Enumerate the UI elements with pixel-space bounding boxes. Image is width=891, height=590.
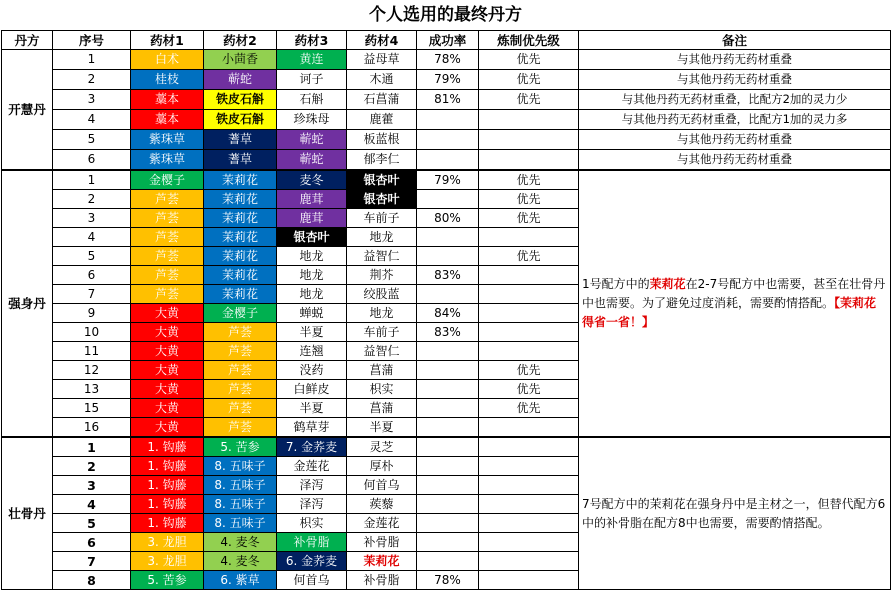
seq-cell: 7	[53, 285, 131, 304]
herb-3-cell: 蕲蛇	[277, 130, 347, 150]
herb-3-cell: 6. 金荞麦	[277, 552, 347, 571]
herb-3-cell: 补骨脂	[277, 533, 347, 552]
priority-cell: 优先	[479, 170, 579, 190]
priority-cell	[479, 457, 579, 476]
herb-4-cell: 金莲花	[347, 514, 417, 533]
seq-cell: 4	[53, 110, 131, 130]
header-cell: 炼制优先级	[479, 31, 579, 50]
herb-4-cell: 补骨脂	[347, 571, 417, 590]
note-warning: 【茉莉花得省一省！】	[582, 296, 877, 329]
group-note-cell	[579, 170, 891, 437]
herb-4-cell: 车前子	[347, 323, 417, 342]
header-cell: 成功率	[417, 31, 479, 50]
herb-1-cell: 大黄	[131, 304, 204, 323]
priority-cell: 优先	[479, 247, 579, 266]
priority-cell	[479, 150, 579, 171]
note-cell: 与其他丹药无药材重叠，比配方1加的灵力多	[579, 110, 891, 130]
recipe-name: 开慧丹	[2, 50, 53, 171]
success-rate-cell: 83%	[417, 323, 479, 342]
note-cell: 与其他丹药无药材重叠	[579, 50, 891, 70]
success-rate-cell: 84%	[417, 304, 479, 323]
priority-cell: 优先	[479, 70, 579, 90]
priority-cell	[479, 533, 579, 552]
priority-cell	[479, 495, 579, 514]
priority-cell: 优先	[479, 50, 579, 70]
herb-3-cell: 银杏叶	[277, 228, 347, 247]
herb-4-cell: 厚朴	[347, 457, 417, 476]
recipe-name: 强身丹	[2, 170, 53, 437]
seq-cell: 16	[53, 418, 131, 438]
herb-1-cell: 藁本	[131, 110, 204, 130]
herb-4-cell: 灵芝	[347, 437, 417, 457]
success-rate-cell: 79%	[417, 70, 479, 90]
header-cell: 丹方	[2, 31, 53, 50]
herb-3-cell: 地龙	[277, 247, 347, 266]
herb-2-cell: 金樱子	[204, 304, 277, 323]
herb-3-cell: 没药	[277, 361, 347, 380]
herb-4-cell: 菖蒲	[347, 399, 417, 418]
priority-cell	[479, 304, 579, 323]
herb-1-cell: 芦荟	[131, 209, 204, 228]
header-row	[2, 31, 891, 50]
header-cell: 药材1	[131, 31, 204, 50]
herb-4-cell: 益母草	[347, 50, 417, 70]
herb-3-cell: 泽泻	[277, 476, 347, 495]
herb-1-cell: 芦荟	[131, 266, 204, 285]
success-rate-cell	[417, 533, 479, 552]
priority-cell	[479, 514, 579, 533]
herb-2-cell: 芦荟	[204, 323, 277, 342]
herb-1-cell: 大黄	[131, 380, 204, 399]
seq-cell: 3	[53, 90, 131, 110]
herb-3-cell: 半夏	[277, 399, 347, 418]
note-cell: 与其他丹药无药材重叠	[579, 130, 891, 150]
herb-3-cell: 枳实	[277, 514, 347, 533]
herb-4-cell: 补骨脂	[347, 533, 417, 552]
success-rate-cell	[417, 110, 479, 130]
herb-3-cell: 泽泻	[277, 495, 347, 514]
table-row	[2, 170, 891, 190]
herb-3-cell: 地龙	[277, 285, 347, 304]
herb-1-cell: 芦荟	[131, 190, 204, 209]
herb-2-cell: 茉莉花	[204, 266, 277, 285]
herb-1-cell: 芦荟	[131, 247, 204, 266]
success-rate-cell	[417, 130, 479, 150]
success-rate-cell: 78%	[417, 571, 479, 590]
seq-cell: 1	[53, 437, 131, 457]
herb-4-cell: 银杏叶	[347, 170, 417, 190]
header-cell: 药材3	[277, 31, 347, 50]
herb-1-cell: 5. 苦参	[131, 571, 204, 590]
herb-3-cell: 白鲜皮	[277, 380, 347, 399]
seq-cell: 13	[53, 380, 131, 399]
seq-cell: 7	[53, 552, 131, 571]
herb-4-cell: 鹿藿	[347, 110, 417, 130]
herb-1-cell: 1. 钩藤	[131, 457, 204, 476]
herb-1-cell: 白术	[131, 50, 204, 70]
herb-4-cell: 石菖蒲	[347, 90, 417, 110]
herb-4-cell: 地龙	[347, 228, 417, 247]
herb-1-cell: 1. 钩藤	[131, 437, 204, 457]
herb-1-cell: 芦荟	[131, 285, 204, 304]
herb-3-cell: 地龙	[277, 266, 347, 285]
note-cell: 与其他丹药无药材重叠，比配方2加的灵力少	[579, 90, 891, 110]
success-rate-cell	[417, 228, 479, 247]
herb-1-cell: 大黄	[131, 361, 204, 380]
herb-2-cell: 芦荟	[204, 399, 277, 418]
herb-2-cell: 4. 麦冬	[204, 552, 277, 571]
herb-1-cell: 3. 龙胆	[131, 533, 204, 552]
herb-3-cell: 鹤草芽	[277, 418, 347, 438]
herb-4-cell: 荆芥	[347, 266, 417, 285]
success-rate-cell	[417, 361, 479, 380]
priority-cell	[479, 552, 579, 571]
success-rate-cell: 83%	[417, 266, 479, 285]
priority-cell	[479, 437, 579, 457]
note-text: 7号配方中的茉莉花在强身丹中是主材之一，但替代配方6中的补骨脂在配方8中也需要，需要酌情搭配。	[582, 496, 886, 530]
table-row	[2, 50, 891, 70]
success-rate-cell	[417, 190, 479, 209]
herb-2-cell: 芦荟	[204, 418, 277, 438]
note-highlight: 茉莉花	[649, 277, 686, 291]
success-rate-cell	[417, 380, 479, 399]
herb-4-cell: 何首乌	[347, 476, 417, 495]
herb-2-cell: 茉莉花	[204, 247, 277, 266]
seq-cell: 2	[53, 457, 131, 476]
herb-3-cell: 石斛	[277, 90, 347, 110]
herb-2-cell: 8. 五味子	[204, 457, 277, 476]
herb-1-cell: 紫珠草	[131, 150, 204, 171]
success-rate-cell	[417, 285, 479, 304]
herb-1-cell: 芦荟	[131, 228, 204, 247]
herb-2-cell: 芦荟	[204, 342, 277, 361]
herb-3-cell: 鹿茸	[277, 209, 347, 228]
priority-cell: 优先	[479, 380, 579, 399]
herb-3-cell: 何首乌	[277, 571, 347, 590]
herb-3-cell: 珍珠母	[277, 110, 347, 130]
priority-cell	[479, 266, 579, 285]
seq-cell: 3	[53, 476, 131, 495]
seq-cell: 6	[53, 266, 131, 285]
herb-1-cell: 藁本	[131, 90, 204, 110]
recipe-table	[1, 30, 891, 590]
priority-cell: 优先	[479, 190, 579, 209]
seq-cell: 5	[53, 130, 131, 150]
priority-cell	[479, 342, 579, 361]
priority-cell	[479, 228, 579, 247]
header-cell: 药材2	[204, 31, 277, 50]
herb-2-cell: 铁皮石斛	[204, 110, 277, 130]
herb-1-cell: 大黄	[131, 342, 204, 361]
herb-4-cell: 益智仁	[347, 342, 417, 361]
herb-2-cell: 蓍草	[204, 130, 277, 150]
herb-1-cell: 1. 钩藤	[131, 476, 204, 495]
herb-4-cell: 木通	[347, 70, 417, 90]
seq-cell: 11	[53, 342, 131, 361]
herb-2-cell: 茉莉花	[204, 228, 277, 247]
success-rate-cell	[417, 150, 479, 171]
herb-1-cell: 大黄	[131, 418, 204, 438]
herb-4-cell: 绞股蓝	[347, 285, 417, 304]
seq-cell: 8	[53, 571, 131, 590]
seq-cell: 3	[53, 209, 131, 228]
recipe-name: 壮骨丹	[2, 437, 53, 590]
note-cell: 与其他丹药无药材重叠	[579, 70, 891, 90]
herb-2-cell: 4. 麦冬	[204, 533, 277, 552]
priority-cell: 优先	[479, 399, 579, 418]
note-text: 1号配方中的	[582, 277, 650, 291]
priority-cell	[479, 476, 579, 495]
seq-cell: 6	[53, 150, 131, 171]
herb-2-cell: 8. 五味子	[204, 514, 277, 533]
success-rate-cell	[417, 247, 479, 266]
herb-4-cell: 菖蒲	[347, 361, 417, 380]
success-rate-cell	[417, 437, 479, 457]
success-rate-cell: 81%	[417, 90, 479, 110]
seq-cell: 4	[53, 228, 131, 247]
herb-1-cell: 金樱子	[131, 170, 204, 190]
seq-cell: 4	[53, 495, 131, 514]
herb-4-cell: 半夏	[347, 418, 417, 438]
priority-cell	[479, 285, 579, 304]
priority-cell: 优先	[479, 209, 579, 228]
herb-1-cell: 大黄	[131, 323, 204, 342]
herb-1-cell: 大黄	[131, 399, 204, 418]
table-row	[2, 437, 891, 457]
herb-4-cell: 益智仁	[347, 247, 417, 266]
herb-2-cell: 8. 五味子	[204, 476, 277, 495]
success-rate-cell	[417, 418, 479, 438]
header-cell: 药材4	[347, 31, 417, 50]
success-rate-cell: 80%	[417, 209, 479, 228]
herb-2-cell: 芦荟	[204, 380, 277, 399]
herb-1-cell: 1. 钩藤	[131, 495, 204, 514]
success-rate-cell	[417, 399, 479, 418]
herb-3-cell: 7. 金荞麦	[277, 437, 347, 457]
herb-2-cell: 茉莉花	[204, 209, 277, 228]
herb-1-cell: 1. 钩藤	[131, 514, 204, 533]
herb-2-cell: 芦荟	[204, 361, 277, 380]
herb-4-cell: 郁李仁	[347, 150, 417, 171]
seq-cell: 9	[53, 304, 131, 323]
herb-2-cell: 蕲蛇	[204, 70, 277, 90]
herb-2-cell: 8. 五味子	[204, 495, 277, 514]
priority-cell	[479, 130, 579, 150]
herb-4-cell: 枳实	[347, 380, 417, 399]
success-rate-cell	[417, 457, 479, 476]
herb-1-cell: 桂枝	[131, 70, 204, 90]
herb-3-cell: 鹿茸	[277, 190, 347, 209]
table-row	[2, 90, 891, 110]
seq-cell: 1	[53, 170, 131, 190]
priority-cell	[479, 418, 579, 438]
herb-3-cell: 诃子	[277, 70, 347, 90]
herb-3-cell: 连翘	[277, 342, 347, 361]
table-row	[2, 150, 891, 171]
herb-2-cell: 铁皮石斛	[204, 90, 277, 110]
herb-4-cell: 车前子	[347, 209, 417, 228]
seq-cell: 6	[53, 533, 131, 552]
herb-2-cell: 茉莉花	[204, 285, 277, 304]
herb-2-cell: 蓍草	[204, 150, 277, 171]
herb-1-cell: 3. 龙胆	[131, 552, 204, 571]
herb-4-cell: 地龙	[347, 304, 417, 323]
header-cell: 序号	[53, 31, 131, 50]
success-rate-cell	[417, 495, 479, 514]
success-rate-cell: 79%	[417, 170, 479, 190]
header-cell: 备注	[579, 31, 891, 50]
herb-3-cell: 半夏	[277, 323, 347, 342]
sheet-title: 个人选用的最终丹方	[369, 5, 522, 25]
priority-cell	[479, 110, 579, 130]
success-rate-cell	[417, 476, 479, 495]
table-row	[2, 130, 891, 150]
seq-cell: 5	[53, 247, 131, 266]
herb-3-cell: 金莲花	[277, 457, 347, 476]
seq-cell: 5	[53, 514, 131, 533]
table-row	[2, 70, 891, 90]
seq-cell: 12	[53, 361, 131, 380]
herb-2-cell: 小茴香	[204, 50, 277, 70]
priority-cell	[479, 323, 579, 342]
priority-cell: 优先	[479, 361, 579, 380]
table-row	[2, 110, 891, 130]
note-cell: 与其他丹药无药材重叠	[579, 150, 891, 171]
herb-4-cell: 银杏叶	[347, 190, 417, 209]
herb-4-cell: 板蓝根	[347, 130, 417, 150]
group-note-cell	[579, 437, 891, 590]
seq-cell: 10	[53, 323, 131, 342]
herb-4-cell: 蒺藜	[347, 495, 417, 514]
note-text: 在2-7号配方中也需要，甚至在壮骨丹中也需要。为了避免过度消耗，需要酌情搭配。	[582, 277, 886, 310]
success-rate-cell	[417, 342, 479, 361]
herb-3-cell: 蝉蜕	[277, 304, 347, 323]
herb-2-cell: 茉莉花	[204, 190, 277, 209]
herb-1-cell: 紫珠草	[131, 130, 204, 150]
herb-2-cell: 茉莉花	[204, 170, 277, 190]
herb-4-cell: 茉莉花	[347, 552, 417, 571]
herb-3-cell: 麦冬	[277, 170, 347, 190]
success-rate-cell	[417, 552, 479, 571]
herb-2-cell: 6. 紫草	[204, 571, 277, 590]
seq-cell: 15	[53, 399, 131, 418]
seq-cell: 1	[53, 50, 131, 70]
success-rate-cell: 78%	[417, 50, 479, 70]
priority-cell: 优先	[479, 90, 579, 110]
herb-3-cell: 黄连	[277, 50, 347, 70]
herb-3-cell: 蕲蛇	[277, 150, 347, 171]
success-rate-cell	[417, 514, 479, 533]
seq-cell: 2	[53, 190, 131, 209]
seq-cell: 2	[53, 70, 131, 90]
herb-2-cell: 5. 苦参	[204, 437, 277, 457]
